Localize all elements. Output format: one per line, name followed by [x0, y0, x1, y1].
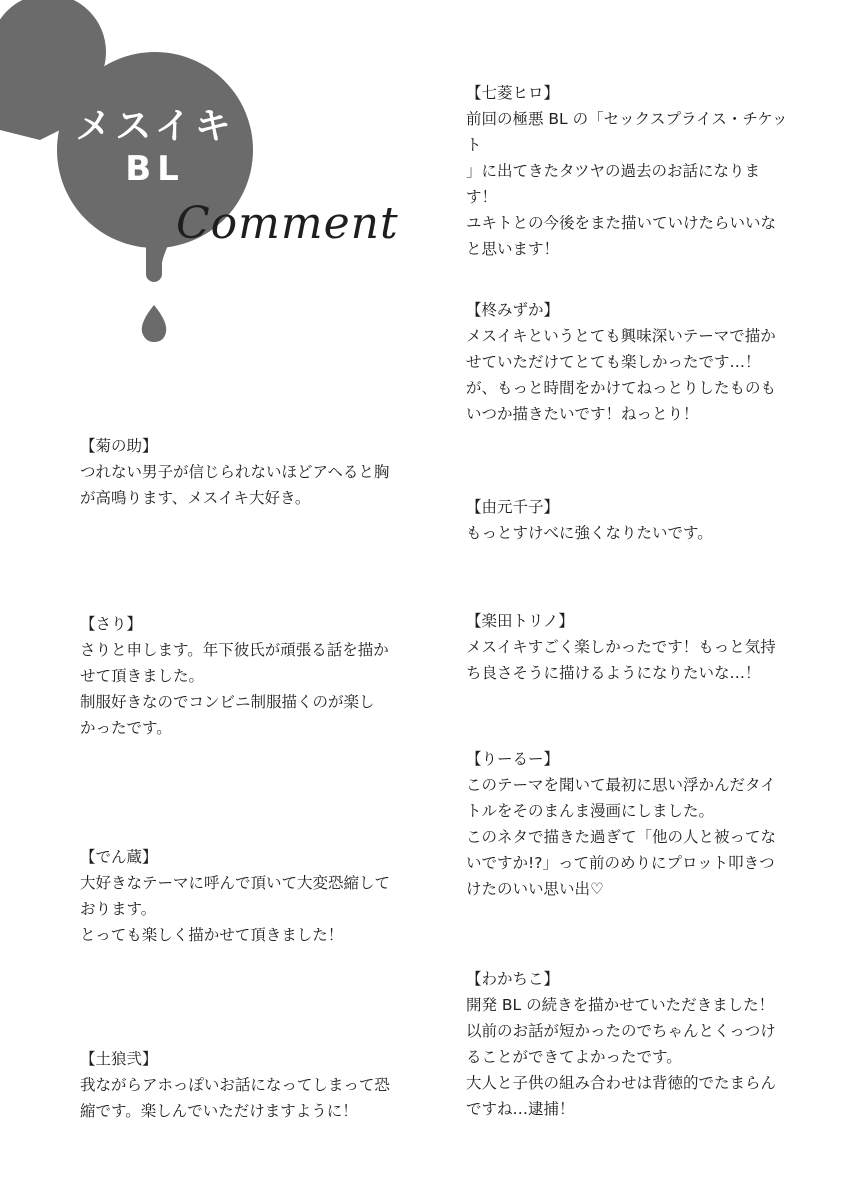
author-name: 【さり】 [80, 615, 143, 633]
comment-text: さりと申します。年下彼氏が頑張る話を描か せて頂きました。 制服好きなのでコンビニ制服描くのが楽し かったです。 [80, 641, 389, 737]
author-name: 【七菱ヒロ】 [466, 84, 560, 102]
comment-entry [466, 80, 796, 262]
comment-text: もっとすけべに強くなりたいです。 [466, 524, 713, 542]
logo-title-line2: BL [125, 149, 185, 189]
comment-entry [80, 1046, 400, 1124]
comment-text: 前回の極悪 BL の「セックスプライス・チケット 」に出てきたタツヤの過去のお話になりま す！ ユキトとの今後をまた描いていけたらいいな と思います！ [466, 110, 788, 258]
comment-entry [80, 433, 400, 511]
author-name: 【土狼弐】 [80, 1050, 158, 1068]
comment-entry [466, 966, 796, 1122]
logo-title-line1: メスイキ [75, 106, 235, 147]
comment-text: 大好きなテーマに呼んで頂いて大変恐縮して おります。 とっても楽しく描かせて頂きました！ [80, 874, 391, 944]
author-name: 【でん蔵】 [80, 848, 158, 866]
comment-entry [466, 608, 796, 686]
comment-entry [466, 746, 796, 902]
author-name: 【柊みずか】 [466, 301, 560, 319]
comment-text: このテーマを聞いて最初に思い浮かんだタイ トルをそのまんま漫画にしました。 このネタで描きた過ぎて「他の人と被ってな いですか!?」って前のめりにプロット叩きつ けたのいい思い出♡ [466, 776, 777, 898]
comment-text: つれない男子が信じられないほどアヘると胸 が高鳴ります、メスイキ大好き。 [80, 463, 390, 507]
comment-text: 開発 BL の続きを描かせていただきました！ 以前のお話が短かったのでちゃんとくっつけ ることができてよかったです。 大人と子供の組み合わせは背徳的でたまらん ですね…逮捕！ [466, 996, 777, 1118]
comment-entry [466, 297, 796, 427]
author-name: 【由元千子】 [466, 498, 560, 516]
author-name: 【りーるー】 [466, 750, 560, 768]
comment-entry [466, 494, 796, 546]
comment-entry [80, 844, 400, 948]
logo-subtitle: Comment [176, 198, 399, 249]
author-name: 【わかちこ】 [466, 970, 560, 988]
comment-text: メスイキすごく楽しかったです！もっと気持 ち良さそうに描けるようになりたいな…！ [466, 638, 776, 682]
author-name: 【菊の助】 [80, 437, 158, 455]
author-name: 【楽田トリノ】 [466, 612, 574, 630]
comment-text: メスイキというとても興味深いテーマで描か せていただけてとても楽しかったです…！ が、もっと時間をかけてねっとりしたものも いつか描きたいです！ねっとり！ [466, 327, 777, 423]
comment-entry [80, 611, 400, 741]
comment-text: 我ながらアホっぽいお話になってしまって恐 縮です。楽しんでいただけますように！ [80, 1076, 390, 1120]
